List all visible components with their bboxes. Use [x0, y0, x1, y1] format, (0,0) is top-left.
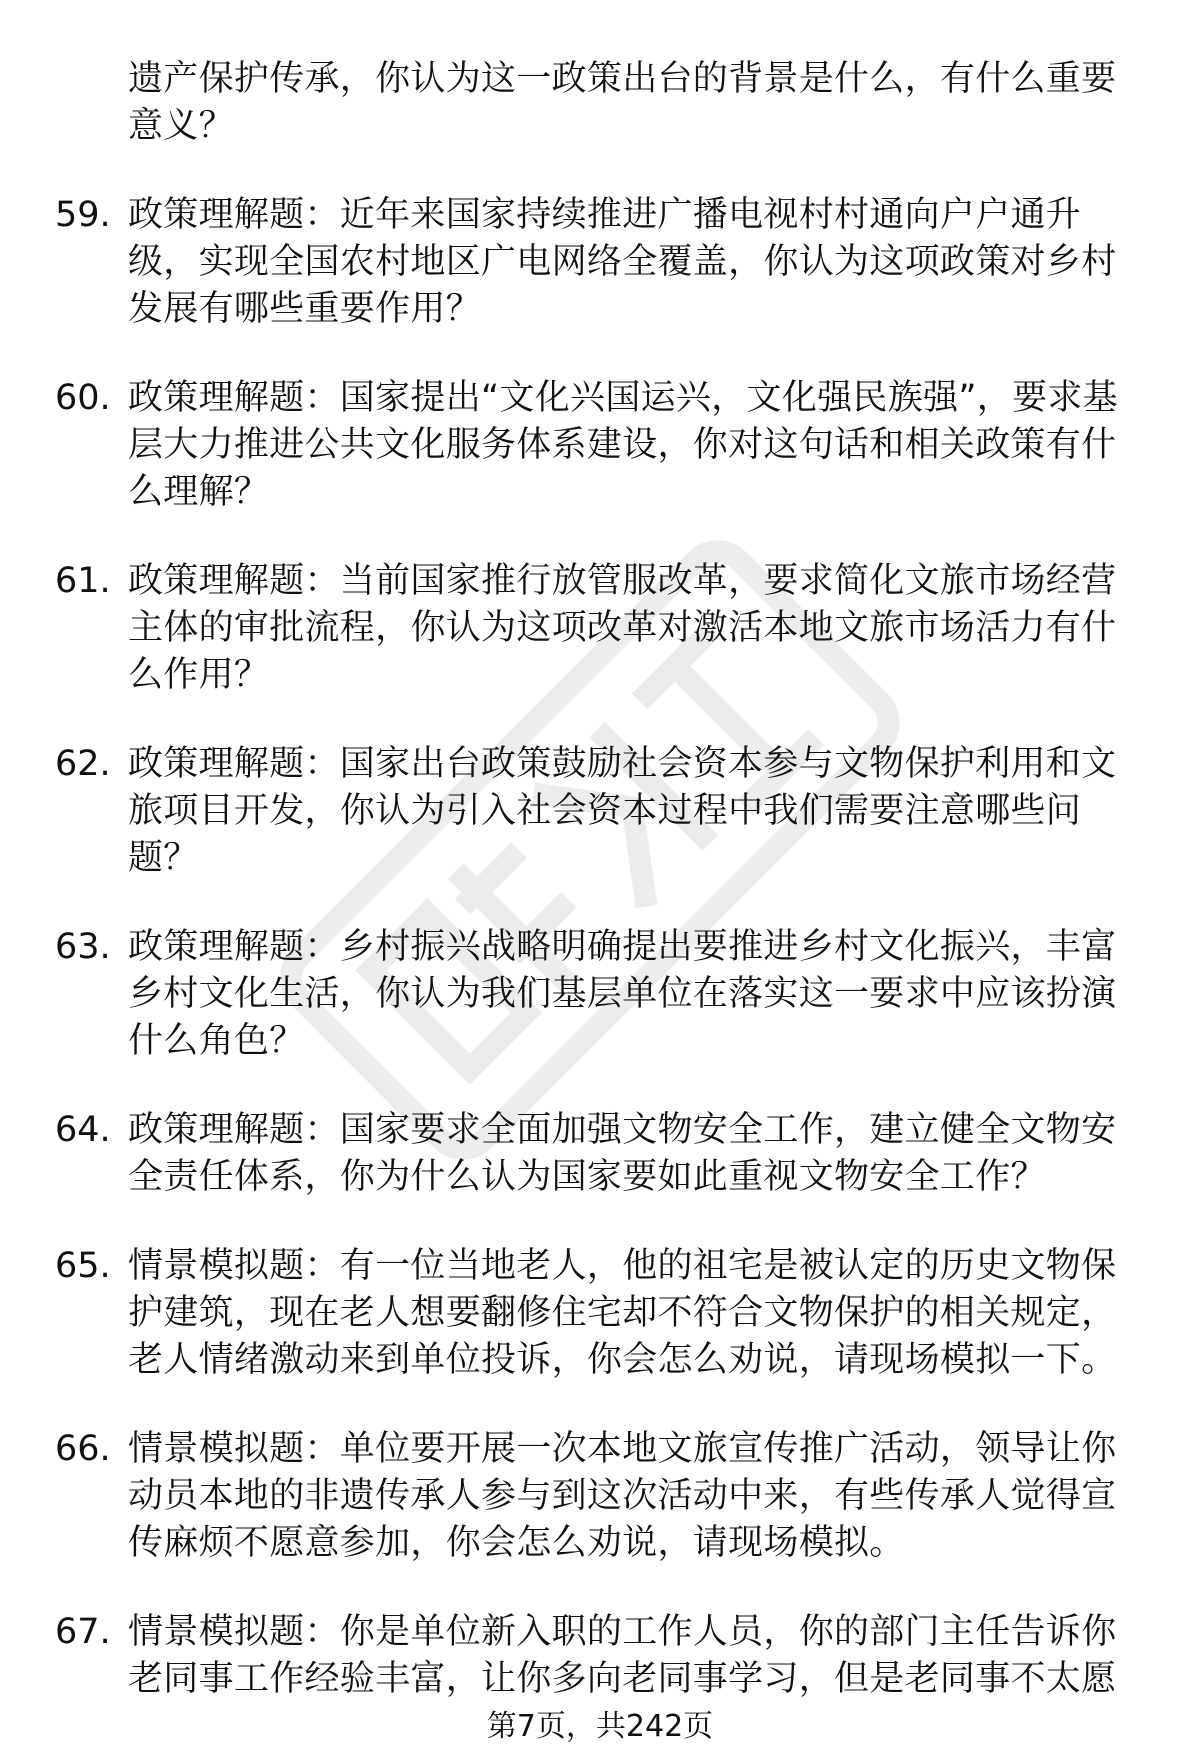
question-number: 63. [55, 927, 111, 967]
question-item [0, 1243, 1200, 1384]
question-number: 64. [55, 1110, 111, 1150]
question-text: 政策理解题：乡村振兴战略明确提出要推进乡村文化振兴，丰富乡村文化生活，你认为我们基层单位在落实这一要求中应该扮演什么角色？ [128, 927, 1117, 1061]
question-number: 67. [55, 1612, 111, 1652]
question-item [0, 1609, 1200, 1703]
question-text: 情景模拟题：你是单位新入职的工作人员，你的部门主任告诉你老同事工作经验丰富，让你多向老同事学习，但是老同事不太愿 [128, 1612, 1117, 1699]
question-number: 60. [55, 378, 111, 418]
question-item [0, 924, 1200, 1065]
question-text: 政策理解题：近年来国家持续推进广播电视村村通向户户通升级，实现全国农村地区广电网络全覆盖，你认为这项政策对乡村发展有哪些重要作用？ [128, 195, 1117, 329]
question-item [0, 192, 1200, 333]
question-item [0, 1426, 1200, 1567]
document-body [0, 56, 1200, 1745]
question-number: 59. [55, 195, 111, 235]
question-text: 遗产保护传承，你认为这一政策出台的背景是什么，有什么重要意义？ [128, 59, 1117, 146]
question-text: 情景模拟题：有一位当地老人，他的祖宅是被认定的历史文物保护建筑，现在老人想要翻修住宅却不符合文物保护的相关规定，老人情绪激动来到单位投诉，你会怎么劝说，请现场模拟一下。 [128, 1246, 1117, 1380]
question-text: 政策理解题：国家提出“文化兴国运兴，文化强民族强”，要求基层大力推进公共文化服务体系建设，你对这句话和相关政策有什么理解？ [128, 378, 1118, 512]
question-text: 政策理解题：国家要求全面加强文物安全工作，建立健全文物安全责任体系，你为什么认为国家要如此重视文物安全工作？ [128, 1110, 1117, 1197]
question-number: 62. [55, 744, 111, 784]
question-item [0, 558, 1200, 699]
question-item [0, 375, 1200, 516]
question-item [0, 1107, 1200, 1201]
question-text: 政策理解题：国家出台政策鼓励社会资本参与文物保护利用和文旅项目开发，你认为引入社会资本过程中我们需要注意哪些问题？ [128, 744, 1117, 878]
question-text: 政策理解题：当前国家推行放管服改革，要求简化文旅市场经营主体的审批流程，你认为这项改革对激活本地文旅市场活力有什么作用？ [128, 561, 1117, 695]
page-footer: 第7页，共242页 [486, 1709, 714, 1744]
question-number: 65. [55, 1246, 111, 1286]
question-item [0, 741, 1200, 882]
question-continuation [0, 56, 1200, 150]
question-number: 66. [55, 1429, 111, 1469]
question-number: 61. [55, 561, 111, 601]
question-text: 情景模拟题：单位要开展一次本地文旅宣传推广活动，领导让你动员本地的非遗传承人参与到这次活动中来，有些传承人觉得宣传麻烦不愿意参加，你会怎么劝说，请现场模拟。 [128, 1429, 1117, 1563]
